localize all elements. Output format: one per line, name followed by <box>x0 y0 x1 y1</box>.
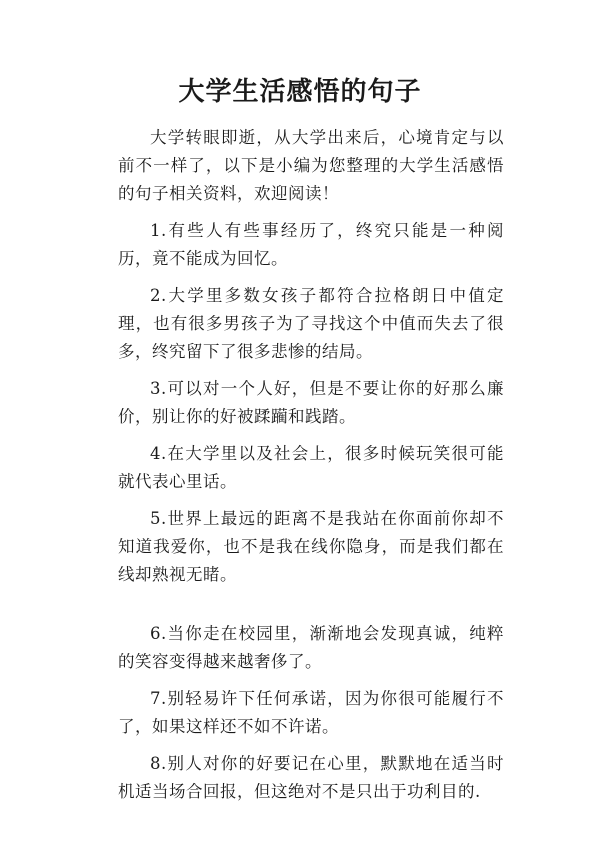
intro-paragraph: 大学转眼即逝，从大学出来后，心境肯定与以前不一样了，以下是小编为您整理的大学生活感悟的句子相关资料，欢迎阅读！ <box>118 128 504 203</box>
list-item: 3.可以对一个人好，但是不要让你的好那么廉价，别让你的好被蹂躏和践踏。 <box>118 379 504 426</box>
list-item: 5.世界上最远的距离不是我站在你面前你却不知道我爱你，也不是我在线你隐身，而是我们都在线却熟视无睹。 <box>118 509 504 584</box>
paragraph-gap <box>118 598 504 620</box>
list-item: 2.大学里多数女孩子都符合拉格朗日中值定理，也有很多男孩子为了寻找这个中值而失去了很多，终究留下了很多悲惨的结局。 <box>118 286 504 361</box>
document-title: 大学生活感悟的句子 <box>178 77 422 107</box>
list-item: 4.在大学里以及社会上，很多时候玩笑很可能就代表心里话。 <box>118 444 504 491</box>
list-item: 6.当你走在校园里，渐渐地会发现真诚，纯粹的笑容变得越来越奢侈了。 <box>118 624 504 671</box>
list-item: 1.有些人有些事经历了，终究只能是一种阅历，竟不能成为回忆。 <box>118 221 504 268</box>
list-item: 7.别轻易许下任何承诺，因为你很可能履行不了，如果这样还不如不许诺。 <box>118 689 504 736</box>
list-item: 8.别人对你的好要记在心里，默默地在适当时机适当场合回报，但这绝对不是只出于功利目的. <box>118 754 504 801</box>
